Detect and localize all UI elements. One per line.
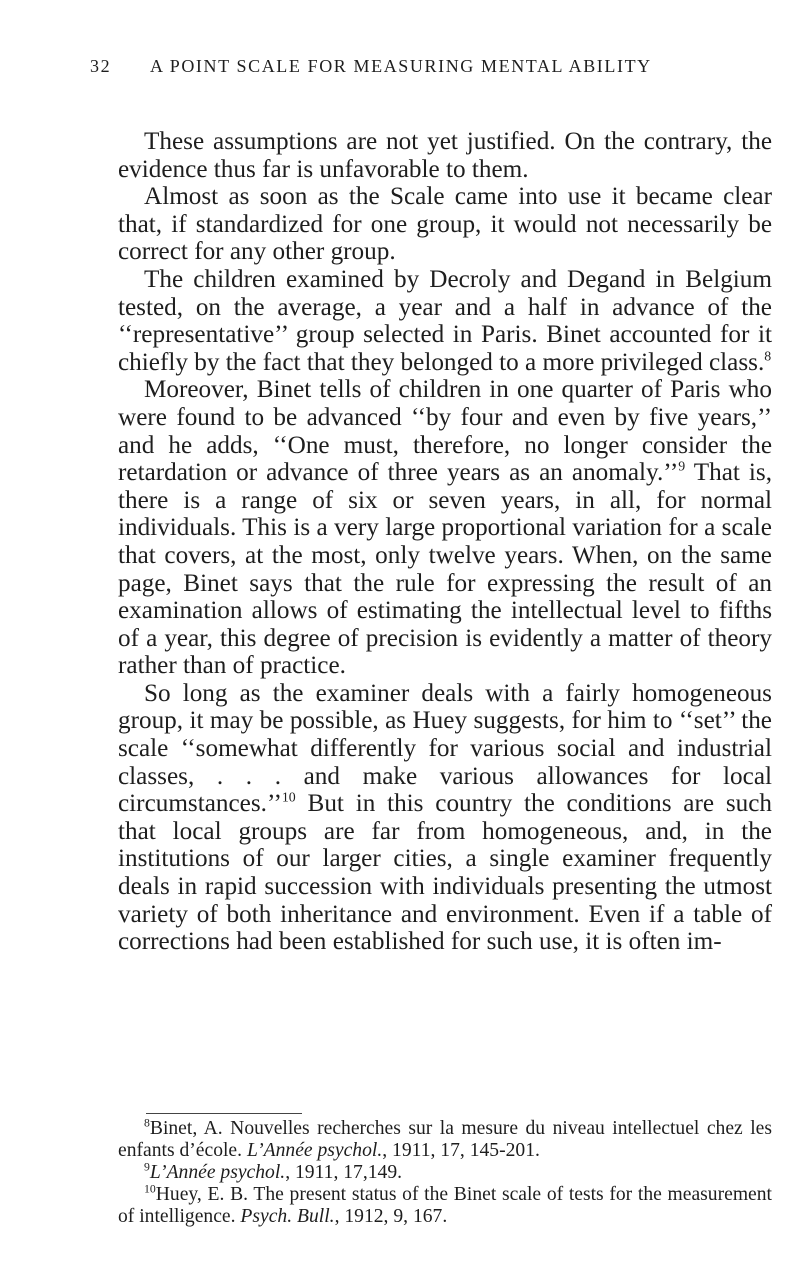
paragraph: Almost as soon as the Scale came into use it became clear that, if standardized for one group, it would not necessarily be correct for any other group. (118, 183, 772, 266)
footnote-ref: 9 (678, 458, 686, 474)
running-header (90, 56, 710, 77)
body-text (118, 128, 772, 956)
footnote: $^{10}$Huey, E. B. The present status of the Binet scale of tests for the measurement of intelligence. Psych. Bull., 1912, 9, 167. (118, 1182, 772, 1227)
running-title: A POINT SCALE FOR MEASURING MENTAL ABILITY (150, 56, 652, 76)
footnotes (118, 1118, 772, 1228)
paragraph: The children examined by Decroly and Degand in Belgium tested, on the average, a year and a half in advance of the ‘‘representative’’ group selected in Paris. Binet accounted for it chiefly by the fact that they belonged to a more privileged class.$^8$ (118, 265, 772, 376)
paragraph: These assumptions are not yet justified. On the contrary, the evidence thus far is unfavorable to them. (118, 128, 772, 183)
footnote-ref: 8 (764, 348, 772, 364)
paragraph: So long as the examiner deals with a fairly homogeneous group, it may be possible, as Huey suggests, for him to ‘‘set’’ the scale ‘‘somewhat differently for various social and industrial classes, . . . and make various allowances for local circumstances.’’$^{10}$ But in this country the conditions are such that local groups are far from homogeneous, and, in the institutions of our larger cities, a single examiner frequently deals in rapid succession with individuals presenting the utmost variety of both inheritance and environment. Even if a table of corrections had been established for such use, it is often im- (118, 679, 772, 956)
paragraph: Moreover, Binet tells of children in one quarter of Paris who were found to be advanced ‘‘by four and even by five years,’’ and he adds, ‘‘One must, therefore, no longer consider the retardation or advance of three years as an anomaly.’’$^9$ That is, there is a range of six or seven years, in all, for normal individuals. This is a very large proportional variation for a scale that covers, at the most, only twelve years. When, on the same page, Binet says that the rule for expressing the result of an examination allows of estimating the intellectual level to fifths of a year, this degree of precision is evidently a matter of theory rather than of practice. (118, 376, 772, 680)
footnote: $^8$Binet, A. Nouvelles recherches sur la mesure du niveau intellectuel chez les enfants d’école. L’Année psychol., 1911, 17, 145-201. (118, 1116, 772, 1161)
footnote-divider (146, 1113, 302, 1114)
footnote-ref: 10 (281, 789, 296, 805)
page-number: 32 (90, 56, 112, 76)
footnote: $^9$L’Année psychol., 1911, 17,149. (144, 1160, 403, 1183)
